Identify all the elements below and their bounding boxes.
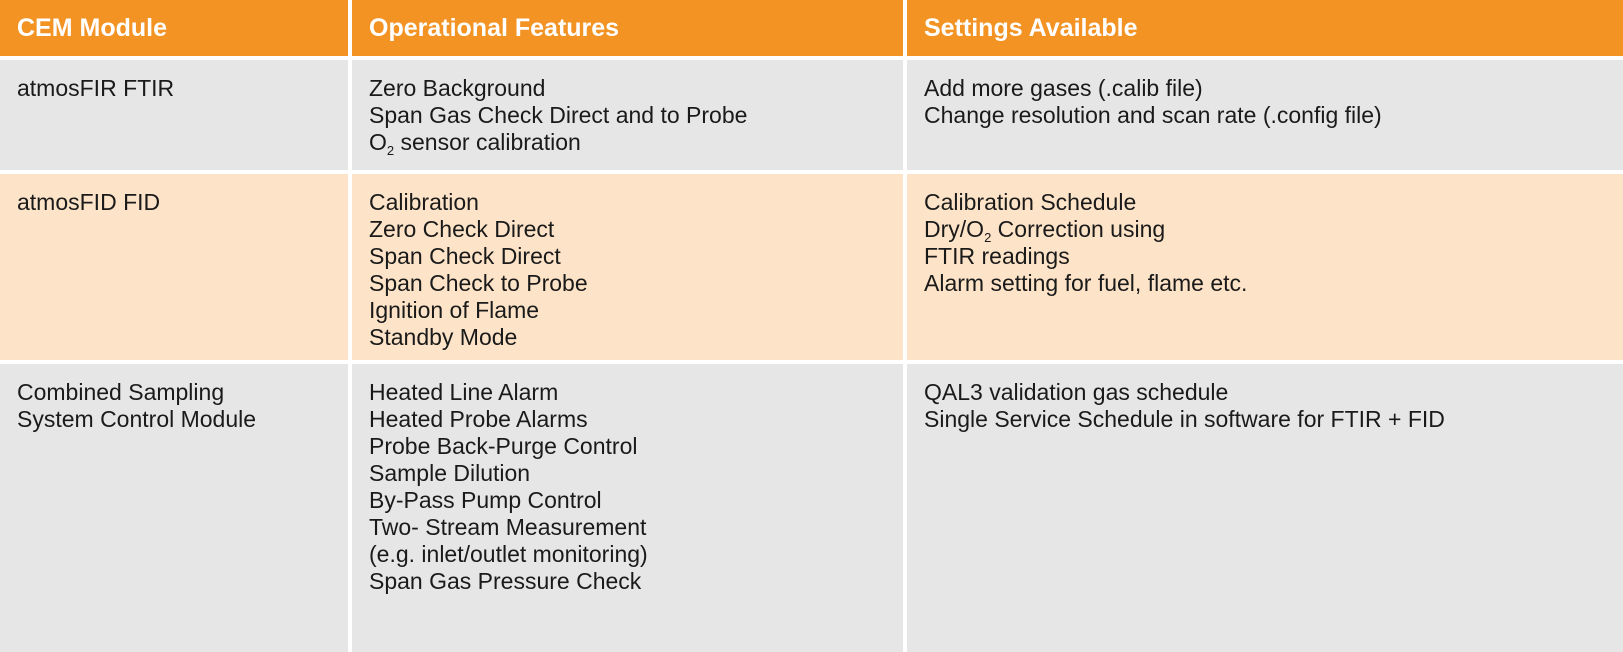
feature-item-o2: $O_2$ sensor calibration xyxy=(369,129,581,158)
feature-item: Span Gas Check Direct and to Probe xyxy=(369,102,748,128)
header-cem-module: CEM Module xyxy=(0,0,348,56)
setting-item: Add more gases (.calib file) xyxy=(924,75,1203,101)
module-name: System Control Module xyxy=(17,406,257,432)
setting-item: QAL3 validation gas schedule xyxy=(924,379,1229,405)
setting-item: Single Service Schedule in software for FTIR + FID xyxy=(924,406,1445,432)
row-combined-features xyxy=(352,364,903,652)
module-name: atmosFIR FTIR xyxy=(17,75,175,101)
row-fid-settings xyxy=(907,174,1623,360)
feature-item: Span Check Direct xyxy=(369,243,561,269)
feature-item: Probe Back-Purge Control xyxy=(369,433,638,459)
row-fid-features xyxy=(352,174,903,360)
feature-item: Zero Check Direct xyxy=(369,216,555,242)
feature-item: Heated Probe Alarms xyxy=(369,406,588,432)
module-name: atmosFID FID xyxy=(17,189,161,215)
setting-item-o2: Dry/$O_2$ Correction using xyxy=(924,216,1166,245)
module-name: Combined Sampling xyxy=(17,379,225,405)
setting-item: FTIR readings xyxy=(924,243,1070,269)
feature-item: Span Check to Probe xyxy=(369,270,588,296)
feature-item: Ignition of Flame xyxy=(369,297,540,323)
feature-item: Standby Mode xyxy=(369,324,518,350)
header-operational-features: Operational Features xyxy=(352,0,903,56)
row-ftir-module xyxy=(0,60,348,170)
feature-item: Span Gas Pressure Check xyxy=(369,568,642,594)
setting-item: Alarm setting for fuel, flame etc. xyxy=(924,270,1248,296)
feature-item: Calibration xyxy=(369,189,479,215)
row-fid-module xyxy=(0,174,348,360)
feature-item: Two- Stream Measurement xyxy=(369,514,647,540)
row-combined-module xyxy=(0,364,348,652)
row-ftir-settings xyxy=(907,60,1623,170)
feature-item: (e.g. inlet/outlet monitoring) xyxy=(369,541,648,567)
feature-item: Sample Dilution xyxy=(369,460,531,486)
feature-item: By-Pass Pump Control xyxy=(369,487,602,513)
feature-item: Zero Background xyxy=(369,75,546,101)
row-ftir-features xyxy=(352,60,903,170)
setting-item: Calibration Schedule xyxy=(924,189,1137,215)
header-settings-available: Settings Available xyxy=(907,0,1623,56)
row-combined-settings xyxy=(907,364,1623,652)
feature-item: Heated Line Alarm xyxy=(369,379,559,405)
setting-item: Change resolution and scan rate (.config file) xyxy=(924,102,1382,128)
